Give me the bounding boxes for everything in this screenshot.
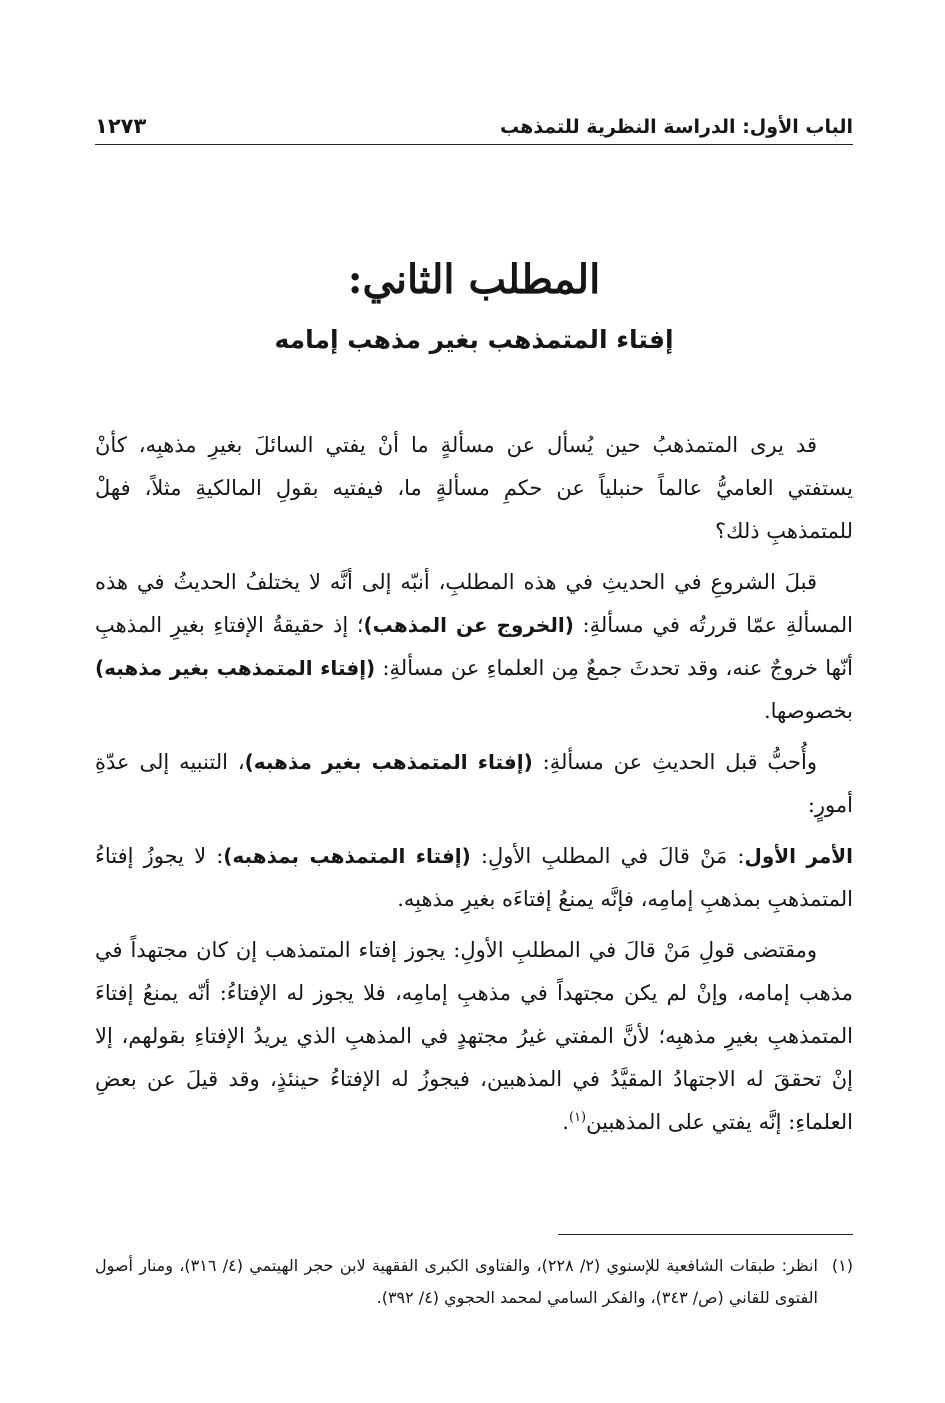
running-title: الباب الأول: الدراسة النظرية للتمذهب bbox=[500, 116, 853, 138]
footnote-marker: (١) bbox=[831, 1256, 853, 1275]
paragraph-text: وأُحبُّ قبل الحديثِ عن مسألةِ: bbox=[532, 750, 818, 774]
paragraph-text: . bbox=[562, 1110, 569, 1134]
footnote-reference[interactable]: (١) bbox=[568, 1110, 587, 1125]
paragraph-text: : لا يجوزُ إفتاءُ المتمذهبِ بمذهبِ إمامِه، فإنَّه يمنعُ إفتاءَه بغيرِ مذهبِه. bbox=[95, 844, 853, 911]
bold-term: (إفتاء المتمذهب بغير مذهبه) bbox=[244, 750, 533, 774]
bold-term: (الخروج عن المذهب) bbox=[363, 613, 574, 637]
matter-label: الأمر الأول bbox=[744, 844, 854, 868]
paragraph-notes-intro bbox=[95, 741, 853, 827]
paragraph-text: ومقتضى قولِ مَنْ قالَ في المطلبِ الأولِ: يجوز إفتاء المتمذهب إن كان مجتهداً في مذهب إمامه، وإنْ لم يكن مجتهداً في مذهبِ إمامِه، فلا يجوز له الإفتاءُ: أنّه يمنعُ إفتاءَ المتمذهبِ بغيرِ مذهبِه؛ لأنَّ المفتي غيرُ مجتهدٍ في المذهبِ الذي يريدُ الإفتاءِ بقولهم، إلا إنْ تحققَ له الاجتهادُ المقيَّدُ في المذهبين، فيجوزُ له الإفتاءُ حينئذٍ، وقد قيلَ عن بعضِ العلماءِ: إنَّه يفتي على المذهبين bbox=[95, 938, 853, 1134]
paragraph-text: ، التنبيه إلى عدّةِ أمورٍ: bbox=[95, 750, 853, 817]
bold-term: (إفتاء المتمذهب بمذهبه) bbox=[223, 844, 471, 868]
page-number: ١٢٧٣ bbox=[95, 114, 147, 138]
bold-term: (إفتاء المتمذهب بغير مذهبه) bbox=[95, 656, 376, 680]
paragraph-intro bbox=[95, 424, 853, 553]
section-heading: المطلب الثاني: bbox=[347, 256, 601, 303]
footnote-text: انظر: طبقات الشافعية للإسنوي (٢/ ٢٢٨)، والفتاوى الكبرى الفقهية لابن حجر الهيتمي (٤/ ٣١٦)، ومنار أصول الفتوى للقاني (ص/ ٣٤٣)، والفكر السامي لمحمد الحجوي (٤/ ٣٩٢). bbox=[95, 1256, 818, 1307]
paragraph-preliminary bbox=[95, 561, 853, 733]
running-header bbox=[95, 105, 853, 145]
paragraph-text: : مَنْ قالَ في المطلبِ الأولِ: bbox=[470, 844, 745, 868]
paragraph-text: قبلَ الشروعِ في الحديثِ في هذه المطلبِ، أنبّه إلى أنَّه لا يختلفُ الحديثُ في هذه المسألةِ عمّا قررتُه في مسألةِ: bbox=[95, 570, 853, 637]
paragraph-text: ؛ إذ حقيقةُ الإفتاءِ بغيرِ المذهبِ أنّها خروجٌ عنه، وقد تحدثَ جمعٌ مِن العلماءِ عن مسألةِ: bbox=[95, 613, 853, 680]
paragraph-implication bbox=[95, 929, 853, 1144]
footnotes bbox=[95, 1250, 853, 1314]
paragraph-first-matter bbox=[95, 835, 853, 921]
footnote-divider bbox=[558, 1234, 853, 1235]
footnote-item bbox=[95, 1250, 853, 1314]
body-text bbox=[95, 424, 853, 1152]
section-subtitle: إفتاء المتمذهب بغير مذهب إمامه bbox=[274, 325, 674, 354]
paragraph-text: بخصوصها. bbox=[763, 699, 853, 723]
paragraph-text: قد يرى المتمذهبُ حين يُسأل عن مسألةٍ ما أنْ يفتي السائلَ بغيرِ مذهبِه، كأنْ يستفتي العاميُّ عالماً حنبلياً عن حكمِ مسألةٍ ما، فيفتيه بقولِ المالكيةِ مثلاً، فهلْ للمتمذهبِ ذلك؟ bbox=[95, 433, 853, 543]
